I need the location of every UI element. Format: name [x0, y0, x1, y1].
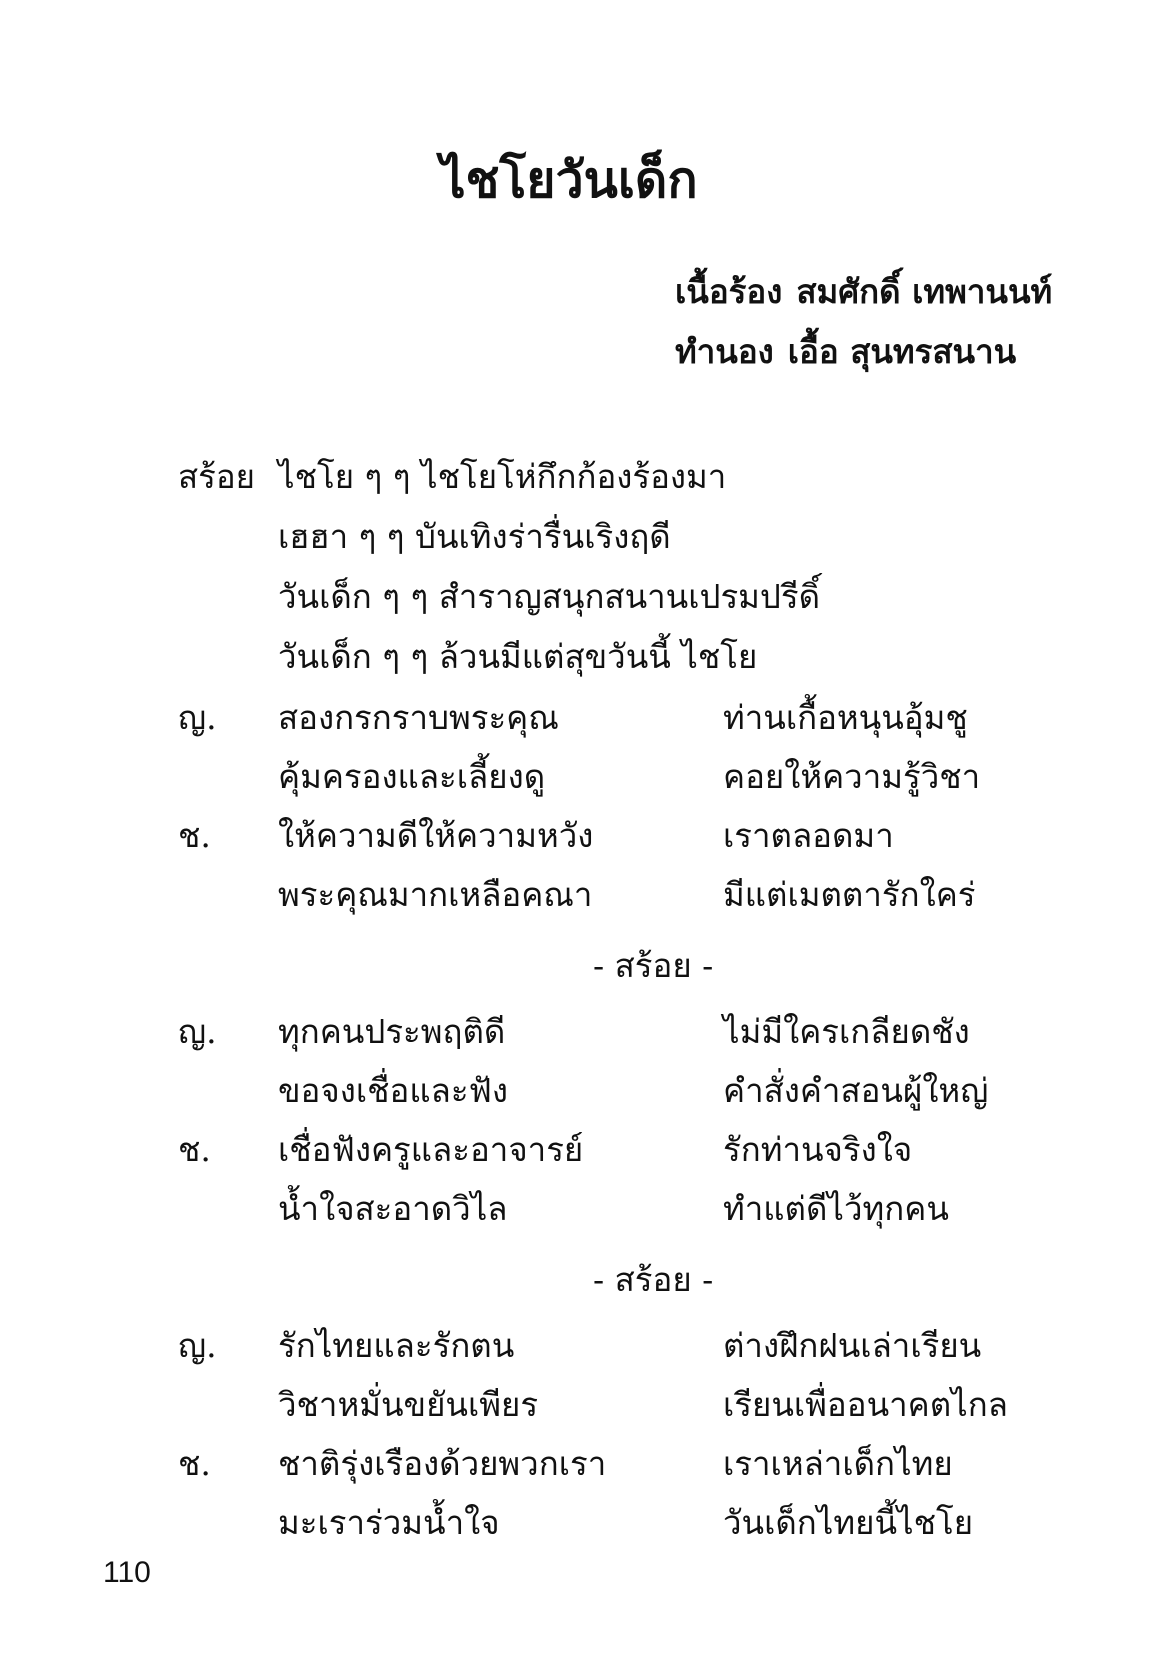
- singer-label: ช.: [178, 1130, 211, 1169]
- verse-line: [178, 1179, 1078, 1238]
- chorus-line: [178, 567, 820, 627]
- lyrics-credit: [675, 262, 1052, 322]
- singer-label: [178, 1179, 278, 1238]
- verse-line-first-half: คุ้มครองและเลี้ยงดู: [278, 757, 546, 796]
- verse-line: [178, 1316, 1078, 1375]
- melody-label: ทำนอง: [675, 332, 774, 371]
- verse-line: [178, 1120, 1078, 1179]
- verse-line-second-half: คำสั่งคำสอนผู้ใหญ่: [723, 1071, 989, 1110]
- verse-line-second-half: รักท่านจริงใจ: [723, 1130, 913, 1169]
- verse-line-first-half: ชาติรุ่งเรืองด้วยพวกเรา: [278, 1444, 607, 1483]
- verse-line: [178, 806, 1078, 865]
- chorus-line-text: ไชโย ๆ ๆ ไชโยโห่กึกก้องร้องมา: [278, 457, 727, 496]
- verse-line: [178, 1493, 1078, 1552]
- verse-line-first-half: ให้ความดีให้ความหวัง: [278, 816, 594, 855]
- verse-line-first-half: สองกรกราบพระคุณ: [278, 698, 559, 737]
- melody-credit: [675, 322, 1052, 382]
- verse-line-second-half: ทำแต่ดีไว้ทุกคน: [723, 1189, 949, 1228]
- verse-line-first-half: มะเราร่วมน้ำใจ: [278, 1503, 500, 1542]
- chorus-line: [178, 447, 820, 507]
- lyrics-author: สมศักดิ์ เทพานนท์: [796, 272, 1053, 311]
- verse: [178, 688, 1078, 924]
- singer-label: ญ.: [178, 698, 217, 737]
- verse: [178, 1316, 1078, 1552]
- singer-label: [178, 1061, 278, 1120]
- verse-line: [178, 747, 1078, 806]
- verse-line-first-half: รักไทยและรักตน: [278, 1326, 515, 1365]
- verse-line: [178, 688, 1078, 747]
- lyrics-label: เนื้อร้อง: [675, 272, 783, 311]
- chorus-line-text: เฮฮา ๆ ๆ บันเทิงร่ารื่นเริงฤดี: [278, 517, 671, 556]
- singer-label: ช.: [178, 1444, 211, 1483]
- verse-line-second-half: ต่างฝึกฝนเล่าเรียน: [723, 1326, 982, 1365]
- verse-line-first-half: พระคุณมากเหลือคณา: [278, 875, 593, 914]
- chorus-line-text: วันเด็ก ๆ ๆ สำราญสนุกสนานเปรมปรีดิ์: [278, 577, 821, 616]
- verse-line-second-half: เรียนเพื่ออนาคตไกล: [723, 1385, 1008, 1424]
- chorus-line: [178, 507, 820, 567]
- verse-line-second-half: เราตลอดมา: [723, 816, 894, 855]
- verse-line-second-half: ท่านเกื้อหนุนอุ้มชู: [723, 698, 968, 737]
- verse-line: [178, 1434, 1078, 1493]
- verse-line-second-half: มีแต่เมตตารักใคร่: [723, 875, 976, 914]
- singer-label: [178, 747, 278, 806]
- verse-line-first-half: ทุกคนประพฤติดี: [278, 1012, 506, 1051]
- verse-line-second-half: คอยให้ความรู้วิชา: [723, 757, 981, 796]
- verse-line: [178, 1375, 1078, 1434]
- chorus-block: [178, 447, 820, 687]
- verse-line-first-half: น้ำใจสะอาดวิไล: [278, 1189, 508, 1228]
- verse-line-first-half: เชื่อฟังครูและอาจารย์: [278, 1130, 584, 1169]
- refrain-marker: - สร้อย -: [593, 946, 714, 985]
- verses-block: [178, 688, 1078, 1558]
- chorus-line: [178, 627, 820, 687]
- melody-author: เอื้อ สุนทรสนาน: [787, 332, 1017, 371]
- song-title: ไชโยวันเด็ก: [440, 150, 698, 209]
- verse-line-first-half: ขอจงเชื่อและฟัง: [278, 1071, 509, 1110]
- verse-line: [178, 1002, 1078, 1061]
- chorus-label: สร้อย: [178, 457, 256, 496]
- singer-label: [178, 1493, 278, 1552]
- refrain-marker: - สร้อย -: [593, 1260, 714, 1299]
- verse-line: [178, 865, 1078, 924]
- singer-label: [178, 1375, 278, 1434]
- verse-line-second-half: ไม่มีใครเกลียดชัง: [723, 1012, 970, 1051]
- singer-label: ญ.: [178, 1326, 217, 1365]
- singer-label: ญ.: [178, 1012, 217, 1051]
- verse-line-second-half: วันเด็กไทยนี้ไชโย: [723, 1503, 974, 1542]
- verse-line-second-half: เราเหล่าเด็กไทย: [723, 1444, 953, 1483]
- song-credits: [675, 262, 1052, 382]
- verse-line-first-half: วิชาหมั่นขยันเพียร: [278, 1385, 539, 1424]
- singer-label: [178, 865, 278, 924]
- page-number: 110: [103, 1556, 151, 1589]
- verse-line: [178, 1061, 1078, 1120]
- verse: [178, 1002, 1078, 1238]
- chorus-line-text: วันเด็ก ๆ ๆ ล้วนมีแต่สุขวันนี้ ไชโย: [278, 637, 758, 676]
- singer-label: ช.: [178, 816, 211, 855]
